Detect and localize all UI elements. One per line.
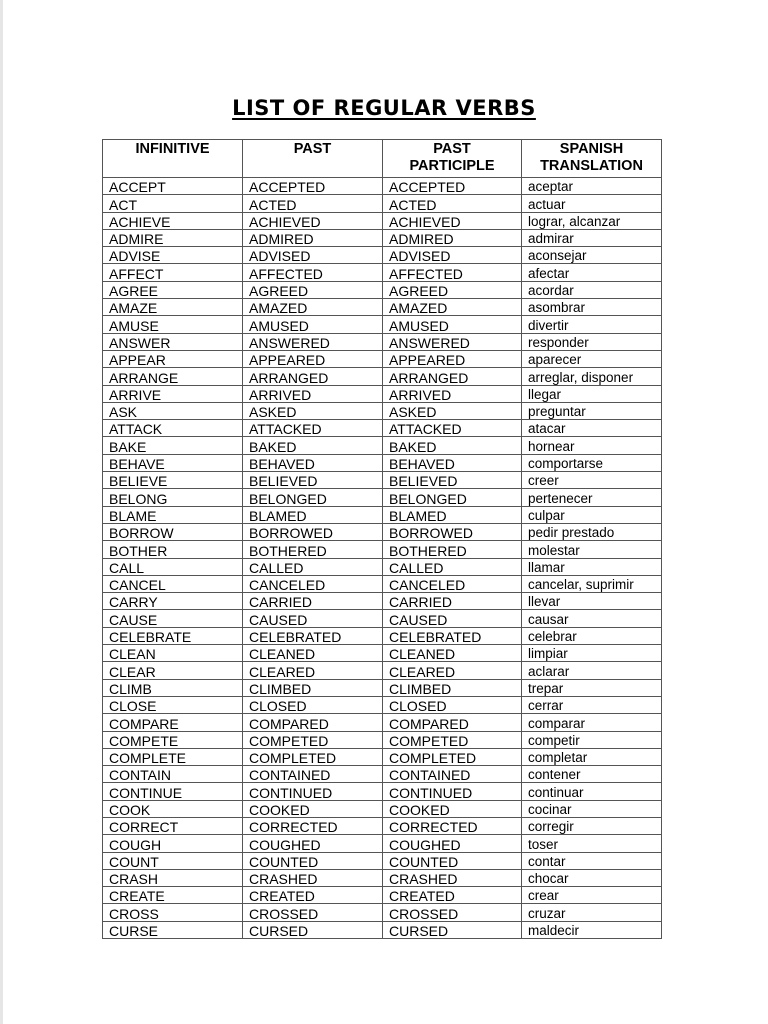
table-row (103, 558, 662, 575)
infinitive-cell: COUGH (103, 835, 243, 852)
spanish-translation-cell: acordar (522, 281, 662, 298)
past-cell: BELIEVED (243, 472, 383, 489)
spanish-translation-cell: asombrar (522, 299, 662, 316)
past-participle-cell: CANCELED (383, 575, 522, 592)
infinitive-cell: APPEAR (103, 350, 243, 367)
past-participle-cell: BELIEVED (383, 472, 522, 489)
spanish-translation-cell: aparecer (522, 350, 662, 367)
column-header-label: PAST (433, 141, 471, 157)
spanish-translation-cell: responder (522, 333, 662, 350)
infinitive-cell: ASK (103, 402, 243, 419)
past-header (243, 140, 383, 178)
table-row (103, 506, 662, 523)
table-row (103, 385, 662, 402)
infinitive-cell: AFFECT (103, 264, 243, 281)
past-participle-cell: CARRIED (383, 593, 522, 610)
infinitive-cell: BAKE (103, 437, 243, 454)
past-cell: CREATED (243, 887, 383, 904)
past-participle-cell: CLEANED (383, 645, 522, 662)
past-cell: BEHAVED (243, 454, 383, 471)
table-row (103, 731, 662, 748)
spanish-translation-cell: molestar (522, 541, 662, 558)
infinitive-cell: CARRY (103, 593, 243, 610)
spanish-translation-cell: limpiar (522, 645, 662, 662)
past-cell: AGREED (243, 281, 383, 298)
past-participle-cell: CONTINUED (383, 783, 522, 800)
spanish-translation-cell: corregir (522, 817, 662, 834)
spanish-translation-cell: comparar (522, 714, 662, 731)
past-participle-cell: APPEARED (383, 350, 522, 367)
table-body (103, 178, 662, 939)
spanish-translation-cell: cerrar (522, 696, 662, 713)
past-cell: CELEBRATED (243, 627, 383, 644)
past-cell: CARRIED (243, 593, 383, 610)
infinitive-cell: ADMIRE (103, 229, 243, 246)
table-row (103, 575, 662, 592)
past-cell: COOKED (243, 800, 383, 817)
past-cell: CLOSED (243, 696, 383, 713)
past-cell: CONTAINED (243, 766, 383, 783)
past-participle-cell: ACHIEVED (383, 212, 522, 229)
past-cell: CORRECTED (243, 817, 383, 834)
table-row (103, 800, 662, 817)
past-participle-cell: COOKED (383, 800, 522, 817)
infinitive-cell: COUNT (103, 852, 243, 869)
infinitive-cell: COOK (103, 800, 243, 817)
table-row (103, 178, 662, 195)
table-row (103, 420, 662, 437)
spanish-translation-cell: llamar (522, 558, 662, 575)
past-cell: ARRANGED (243, 368, 383, 385)
table-row (103, 350, 662, 367)
infinitive-cell: CELEBRATE (103, 627, 243, 644)
table-row (103, 281, 662, 298)
table-row (103, 817, 662, 834)
past-participle-cell: COUGHED (383, 835, 522, 852)
past-participle-cell: CROSSED (383, 904, 522, 921)
past-participle-cell: BOTHERED (383, 541, 522, 558)
past-cell: CROSSED (243, 904, 383, 921)
table-row (103, 247, 662, 264)
infinitive-cell: ACHIEVE (103, 212, 243, 229)
past-participle-cell: ATTACKED (383, 420, 522, 437)
past-cell: ASKED (243, 402, 383, 419)
infinitive-cell: BORROW (103, 523, 243, 540)
infinitive-cell: AMAZE (103, 299, 243, 316)
past-cell: AFFECTED (243, 264, 383, 281)
table-row (103, 904, 662, 921)
past-cell: APPEARED (243, 350, 383, 367)
infinitive-cell: ADVISE (103, 247, 243, 264)
spanish-translation-cell: celebrar (522, 627, 662, 644)
spanish-translation-cell: chocar (522, 869, 662, 886)
table-row (103, 714, 662, 731)
past-participle-cell: CELEBRATED (383, 627, 522, 644)
spanish-translation-cell: admirar (522, 229, 662, 246)
past-participle-cell: CLIMBED (383, 679, 522, 696)
column-header-label: TRANSLATION (540, 158, 643, 174)
spanish-translation-cell: trepar (522, 679, 662, 696)
past-participle-cell: ARRANGED (383, 368, 522, 385)
table-row (103, 766, 662, 783)
infinitive-cell: COMPLETE (103, 748, 243, 765)
spanish-translation-cell: cruzar (522, 904, 662, 921)
spanish-translation-cell: aceptar (522, 178, 662, 195)
infinitive-cell: CRASH (103, 869, 243, 886)
past-participle-cell: COMPARED (383, 714, 522, 731)
table-row (103, 835, 662, 852)
infinitive-cell: CAUSE (103, 610, 243, 627)
infinitive-cell: ACCEPT (103, 178, 243, 195)
past-participle-cell: CAUSED (383, 610, 522, 627)
past-cell: AMAZED (243, 299, 383, 316)
infinitive-cell: CANCEL (103, 575, 243, 592)
page-title: LIST OF REGULAR VERBS (232, 96, 536, 120)
past-participle-cell: CORRECTED (383, 817, 522, 834)
infinitive-cell: BOTHER (103, 541, 243, 558)
infinitive-cell: BEHAVE (103, 454, 243, 471)
past-cell: ANSWERED (243, 333, 383, 350)
infinitive-cell: ANSWER (103, 333, 243, 350)
table-row (103, 748, 662, 765)
spanish-translation-cell: causar (522, 610, 662, 627)
table-row (103, 610, 662, 627)
past-cell: BOTHERED (243, 541, 383, 558)
past-participle-cell: CONTAINED (383, 766, 522, 783)
past-participle-cell: BORROWED (383, 523, 522, 540)
spanish-translation-cell: contar (522, 852, 662, 869)
past-participle-cell: CREATED (383, 887, 522, 904)
table-row (103, 696, 662, 713)
table-row (103, 229, 662, 246)
past-cell: CRASHED (243, 869, 383, 886)
table-row (103, 454, 662, 471)
past-participle-cell: CLOSED (383, 696, 522, 713)
table-row (103, 472, 662, 489)
spanish-translation-cell: continuar (522, 783, 662, 800)
past-participle-header (383, 140, 522, 178)
past-participle-cell: CLEARED (383, 662, 522, 679)
spanish-translation-cell: pertenecer (522, 489, 662, 506)
table-row (103, 869, 662, 886)
infinitive-cell: AMUSE (103, 316, 243, 333)
spanish-translation-cell: actuar (522, 195, 662, 212)
column-header-label: PARTICIPLE (409, 158, 495, 174)
past-cell: CLEANED (243, 645, 383, 662)
past-cell: CONTINUED (243, 783, 383, 800)
infinitive-cell: ARRANGE (103, 368, 243, 385)
infinitive-cell: CREATE (103, 887, 243, 904)
past-participle-cell: AMUSED (383, 316, 522, 333)
past-participle-cell: CRASHED (383, 869, 522, 886)
past-cell: BAKED (243, 437, 383, 454)
table-row (103, 212, 662, 229)
table-row (103, 195, 662, 212)
infinitive-cell: CROSS (103, 904, 243, 921)
spanish-translation-cell: competir (522, 731, 662, 748)
past-cell: ADVISED (243, 247, 383, 264)
past-cell: ACTED (243, 195, 383, 212)
spanish-translation-cell: afectar (522, 264, 662, 281)
past-cell: COUGHED (243, 835, 383, 852)
past-cell: BLAMED (243, 506, 383, 523)
past-participle-cell: BLAMED (383, 506, 522, 523)
table-row (103, 523, 662, 540)
table-row (103, 645, 662, 662)
spanish-translation-cell: divertir (522, 316, 662, 333)
table-row (103, 887, 662, 904)
spanish-translation-cell: creer (522, 472, 662, 489)
infinitive-cell: CONTAIN (103, 766, 243, 783)
past-participle-cell: CURSED (383, 921, 522, 938)
past-cell: CANCELED (243, 575, 383, 592)
past-participle-cell: ASKED (383, 402, 522, 419)
past-participle-cell: BAKED (383, 437, 522, 454)
table-header (103, 140, 662, 178)
spanish-translation-cell: completar (522, 748, 662, 765)
infinitive-cell: CLOSE (103, 696, 243, 713)
infinitive-cell: CORRECT (103, 817, 243, 834)
page-edge (0, 0, 3, 1024)
spanish-translation-cell: aclarar (522, 662, 662, 679)
table-row (103, 662, 662, 679)
past-participle-cell: AMAZED (383, 299, 522, 316)
past-cell: CLIMBED (243, 679, 383, 696)
infinitive-cell: CURSE (103, 921, 243, 938)
past-cell: CALLED (243, 558, 383, 575)
past-cell: BELONGED (243, 489, 383, 506)
infinitive-cell: CLEAN (103, 645, 243, 662)
past-cell: ACCEPTED (243, 178, 383, 195)
spanish-translation-cell: arreglar, disponer (522, 368, 662, 385)
table-row (103, 627, 662, 644)
spanish-translation-cell: crear (522, 887, 662, 904)
spanish-translation-cell: cocinar (522, 800, 662, 817)
past-cell: ARRIVED (243, 385, 383, 402)
infinitive-cell: ARRIVE (103, 385, 243, 402)
past-participle-cell: BELONGED (383, 489, 522, 506)
infinitive-cell: COMPARE (103, 714, 243, 731)
table-row (103, 333, 662, 350)
table-row (103, 852, 662, 869)
spanish-translation-cell: comportarse (522, 454, 662, 471)
past-cell: COMPLETED (243, 748, 383, 765)
past-participle-cell: COMPLETED (383, 748, 522, 765)
spanish-translation-cell: contener (522, 766, 662, 783)
past-participle-cell: AGREED (383, 281, 522, 298)
infinitive-cell: COMPETE (103, 731, 243, 748)
spanish-translation-cell: cancelar, suprimir (522, 575, 662, 592)
column-header-label: SPANISH (559, 141, 624, 157)
spanish-translation-cell: maldecir (522, 921, 662, 938)
past-participle-cell: ACCEPTED (383, 178, 522, 195)
past-cell: CLEARED (243, 662, 383, 679)
spanish-translation-cell: llevar (522, 593, 662, 610)
spanish-translation-cell: preguntar (522, 402, 662, 419)
past-participle-cell: BEHAVED (383, 454, 522, 471)
past-cell: CAUSED (243, 610, 383, 627)
spanish-translation-cell: llegar (522, 385, 662, 402)
past-cell: ATTACKED (243, 420, 383, 437)
past-participle-cell: ARRIVED (383, 385, 522, 402)
header-row (103, 140, 662, 178)
past-cell: COUNTED (243, 852, 383, 869)
infinitive-cell: BELONG (103, 489, 243, 506)
past-participle-cell: ACTED (383, 195, 522, 212)
infinitive-cell: AGREE (103, 281, 243, 298)
past-participle-cell: ADVISED (383, 247, 522, 264)
past-participle-cell: ANSWERED (383, 333, 522, 350)
column-header-label: PAST (293, 141, 332, 157)
past-cell: ADMIRED (243, 229, 383, 246)
spanish-translation-cell: aconsejar (522, 247, 662, 264)
table-row (103, 316, 662, 333)
spanish-translation-cell: hornear (522, 437, 662, 454)
past-participle-cell: COMPETED (383, 731, 522, 748)
infinitive-cell: ATTACK (103, 420, 243, 437)
spanish-translation-header (522, 140, 662, 178)
infinitive-cell: BLAME (103, 506, 243, 523)
past-cell: ACHIEVED (243, 212, 383, 229)
spanish-translation-cell: culpar (522, 506, 662, 523)
past-participle-cell: ADMIRED (383, 229, 522, 246)
past-cell: CURSED (243, 921, 383, 938)
spanish-translation-cell: lograr, alcanzar (522, 212, 662, 229)
table-row (103, 437, 662, 454)
table-row (103, 402, 662, 419)
table-row (103, 368, 662, 385)
past-participle-cell: CALLED (383, 558, 522, 575)
table-row (103, 541, 662, 558)
infinitive-cell: CONTINUE (103, 783, 243, 800)
table-row (103, 489, 662, 506)
infinitive-cell: CALL (103, 558, 243, 575)
verbs-table (102, 139, 662, 939)
infinitive-cell: CLEAR (103, 662, 243, 679)
infinitive-header (103, 140, 243, 178)
column-header-label: INFINITIVE (135, 141, 210, 157)
table-row (103, 299, 662, 316)
infinitive-cell: CLIMB (103, 679, 243, 696)
spanish-translation-cell: pedir prestado (522, 523, 662, 540)
past-cell: AMUSED (243, 316, 383, 333)
table-row (103, 679, 662, 696)
spanish-translation-cell: toser (522, 835, 662, 852)
table-row (103, 783, 662, 800)
past-cell: BORROWED (243, 523, 383, 540)
past-cell: COMPETED (243, 731, 383, 748)
table-row (103, 264, 662, 281)
table-row (103, 593, 662, 610)
past-participle-cell: COUNTED (383, 852, 522, 869)
table-row (103, 921, 662, 938)
past-participle-cell: AFFECTED (383, 264, 522, 281)
infinitive-cell: BELIEVE (103, 472, 243, 489)
past-cell: COMPARED (243, 714, 383, 731)
spanish-translation-cell: atacar (522, 420, 662, 437)
infinitive-cell: ACT (103, 195, 243, 212)
